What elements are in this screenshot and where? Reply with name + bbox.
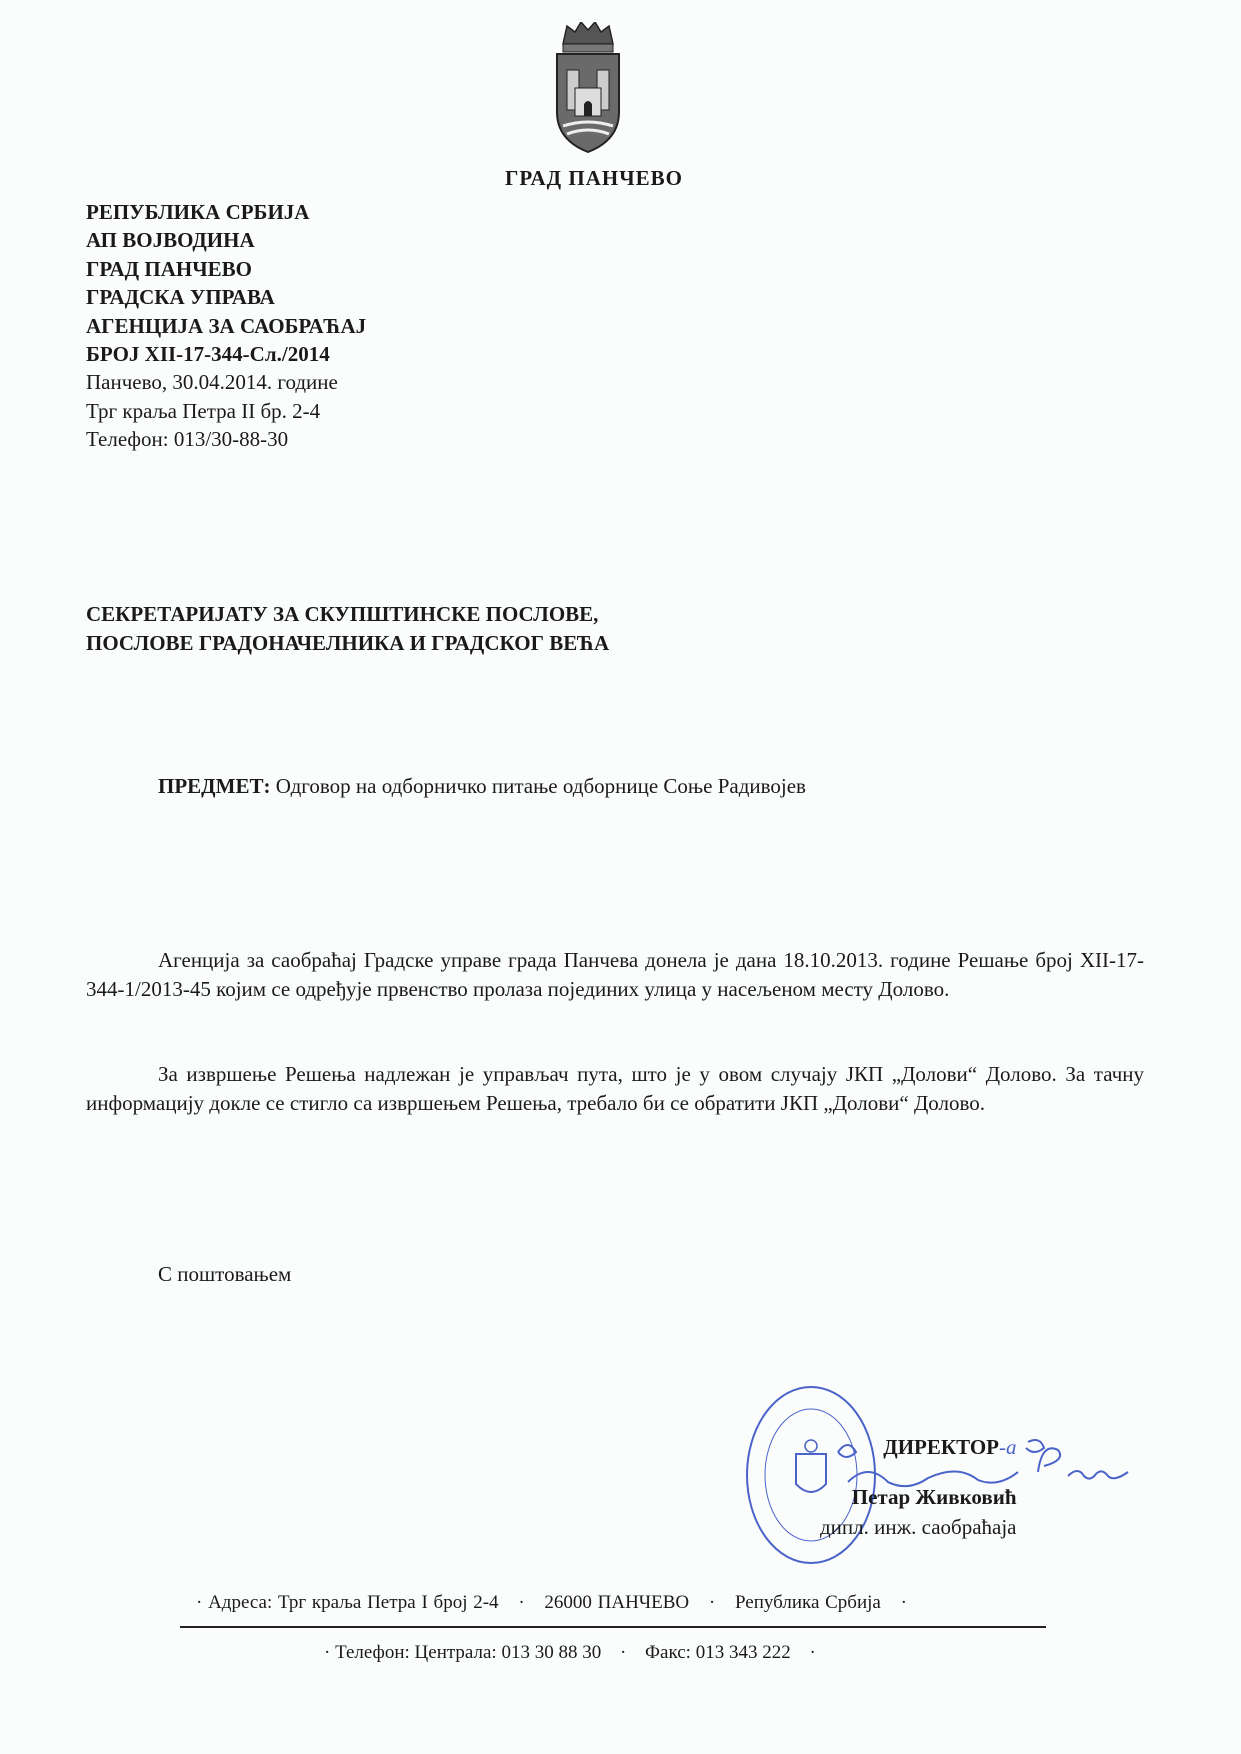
signatory-position: дипл. инж. саобраћаја [820, 1515, 1017, 1539]
handwritten-suffix: -а [999, 1435, 1017, 1459]
body-paragraph-1 [86, 946, 1144, 1004]
recipient-line: ПОСЛОВЕ ГРАДОНАЧЕЛНИКА И ГРАДСКОГ ВЕЋА [86, 631, 610, 655]
separator: · [708, 1592, 716, 1613]
footer-divider [180, 1626, 1046, 1628]
address-line: Трг краља Петра II бр. 2-4 [86, 398, 321, 423]
phone-line: Телефон: 013/30-88-30 [86, 427, 289, 452]
separator: · [196, 1592, 203, 1613]
sender-header [86, 198, 366, 454]
separator: · [619, 1642, 627, 1663]
header-line: АП ВОЈВОДИНА [86, 228, 255, 253]
subject-text: Одговор на одборничко питање одборнице Соње Радивојев [270, 774, 806, 798]
subject-label: ПРЕДМЕТ: [158, 774, 271, 798]
paragraph-text: За извршење Решења надлежан је управљач пута, што је у овом случају ЈКП „Долови“ Долово. За тачну информацију докле се стигло са извршењем Решења, требало би се обратити ЈКП „Долови“ Долово. [86, 1062, 1144, 1115]
header-line: ГРАД ПАНЧЕВО [86, 256, 252, 281]
date-line: Панчево, 30.04.2014. године [86, 370, 338, 395]
footer-postal: 26000 ПАНЧЕВО [544, 1592, 690, 1613]
footer-country: Република Србија [734, 1592, 881, 1613]
recipient-line: СЕКРЕТАРИЈАТУ ЗА СКУПШТИНСКЕ ПОСЛОВЕ, [86, 602, 599, 626]
paragraph-text: Агенција за саобраћај Градске управе града Панчева донела је дана 18.10.2013. године Решање број XII-17-344-1/2013-45 којим се одређује првенство пролаза појединих улица у насељеном месту Долово. [86, 948, 1144, 1001]
recipient [86, 600, 609, 658]
closing: С поштовањем [158, 1262, 292, 1286]
signatory-title: ДИРЕКТОР [883, 1435, 1000, 1459]
footer-contacts [324, 1642, 830, 1664]
signature-block [820, 1432, 1017, 1542]
header-line: ГРАДСКА УПРАВА [86, 285, 275, 310]
city-title: ГРАД ПАНЧЕВО [505, 166, 683, 190]
footer-fax: Факс: 013 343 222 [645, 1642, 791, 1663]
separator: · [518, 1592, 525, 1613]
header-line: АГЕНЦИЈА ЗА САОБРАЋАЈ [86, 313, 367, 338]
subject [158, 774, 806, 799]
coat-of-arms-icon [553, 22, 623, 154]
footer-address [196, 1592, 921, 1614]
header-line: РЕПУБЛИКА СРБИЈА [86, 200, 310, 224]
reference-number: БРОЈ XII-17-344-Сл./2014 [86, 342, 330, 367]
separator: · [900, 1592, 907, 1613]
footer-address-text: Адреса: Трг краља Петра I број 2-4 [208, 1592, 499, 1613]
body-paragraph-2 [86, 1060, 1144, 1118]
separator: · [324, 1642, 331, 1663]
signatory-name: Петар Живковић [851, 1485, 1017, 1509]
separator: · [809, 1642, 816, 1663]
footer-phone: Телефон: Централа: 013 30 88 30 [335, 1642, 602, 1663]
